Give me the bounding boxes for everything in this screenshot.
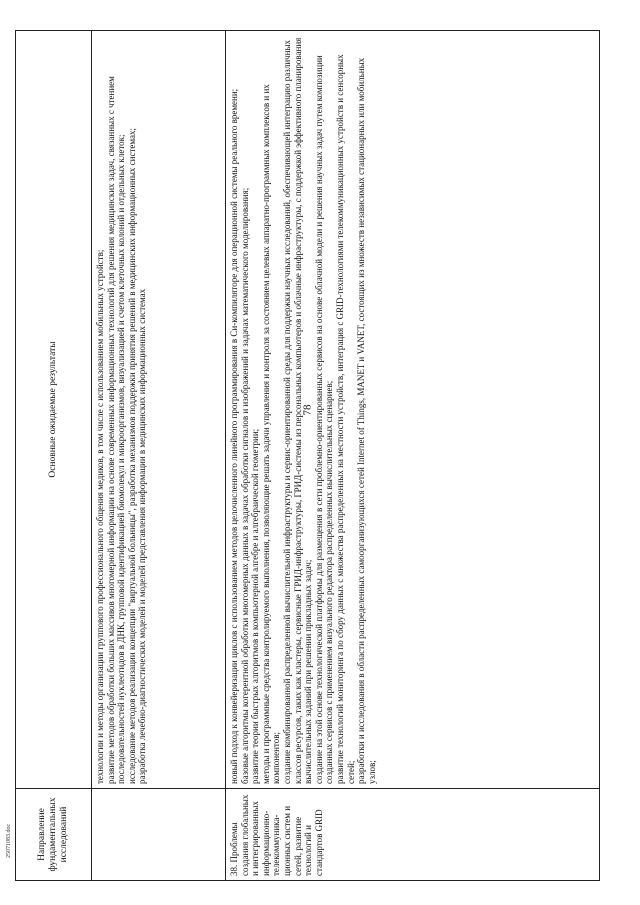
document-id: 25071083.doc (6, 823, 12, 858)
result-item: исследование методов реализации концепции "виртуальной больницы", разработка механизмов поддержки принятия решений в медицинских информационных системах; (126, 127, 137, 784)
page-number: 78 (301, 404, 314, 416)
result-item: технологии и методы организации группового профессионального общения медиков, в том числе с использованием мобильных устройств; (95, 249, 105, 784)
result-item: развитие технологий мониторинга по сбору данных с множества распределенных на местности устройств, интеграция с GRID-технологиями телекоммуникационных устройств и сенсорных сетей; (334, 54, 356, 784)
header-results: Основные ожидаемые результаты (16, 31, 92, 789)
result-item: базовые алгоритмы когерентной обработки многомерных данных в задачах обработки сигналов и изображений и задачах математического моделирования; (239, 187, 250, 784)
result-item: развитие методов обработки больших массивов многомерной информации на основе современных информационных технологий для решения медицинских задач, связанных с чтением последовательностей нуклеотидов в ДНК, групповой идентификацией биомолекул и микроорганизмов, визуализацией и счетом клеточных колоний и отдельных клеток; (105, 76, 127, 784)
header-direction: Направление фундаментальных исследований (16, 789, 92, 881)
result-item: создание на этой основе технологической платформы для размещения в сети проблемно-ориентированных сервисов на основе облачной модели и решения научных задач путем композиции созданных сервисов с применением визуального редактора распределенных вычислительных сценариев; (313, 55, 335, 784)
table-row (226, 31, 600, 881)
table-header-row (16, 31, 92, 881)
results-cell (92, 31, 226, 789)
result-item: разработка лечебно-диагностических моделей и моделей представления информации в медицинских информационных системах (137, 288, 148, 784)
results-cell (226, 31, 600, 789)
direction-cell (92, 789, 226, 881)
result-item: новый подход к конвейеризации циклов с использованием методов целочисленного линейного программирования в Си-компиляторе для операционной системы реального времени; (229, 88, 239, 784)
result-item: развитие теории быстрых алгоритмов в компьютерной алгебре и алгебраической геометрии; (250, 428, 261, 784)
direction-cell: 38. Проблемы создания глобальных и интегрированных информационно-телекоммуника-ционных систем и сетей, развитие технологий и стандартов GRID (226, 789, 600, 881)
result-item: разработки и исследования в области распределенных самоорганизующихся сетей Internet of Things, MANET и VANET, состоящих из множеств независимых стационарных или мобильных узлов; (356, 57, 377, 784)
result-item: создание комбинированной распределенной вычислительной инфраструктуры и сервис-ориентированной среды для поддержки научных исследований, обеспечивающей интеграцию различных классов ресурсов, таких как кластеры, сервисные ГРИД-инфраструктуры, ГРИД-системы из персональных компьютеров и облачные инфраструктуры, с поддержкой эффективного планирования вычислительных заданий при решении прикладных задач; (281, 37, 314, 784)
rotated-page-content (15, 31, 613, 881)
table-row (92, 31, 226, 881)
result-item: методы и программные средства контролируемого выполнения, позволяющие решать задачи управления и контроля за состоянием целевых аппаратно-программных комплексов и их компонентов; (260, 84, 282, 784)
research-directions-table (15, 30, 600, 881)
